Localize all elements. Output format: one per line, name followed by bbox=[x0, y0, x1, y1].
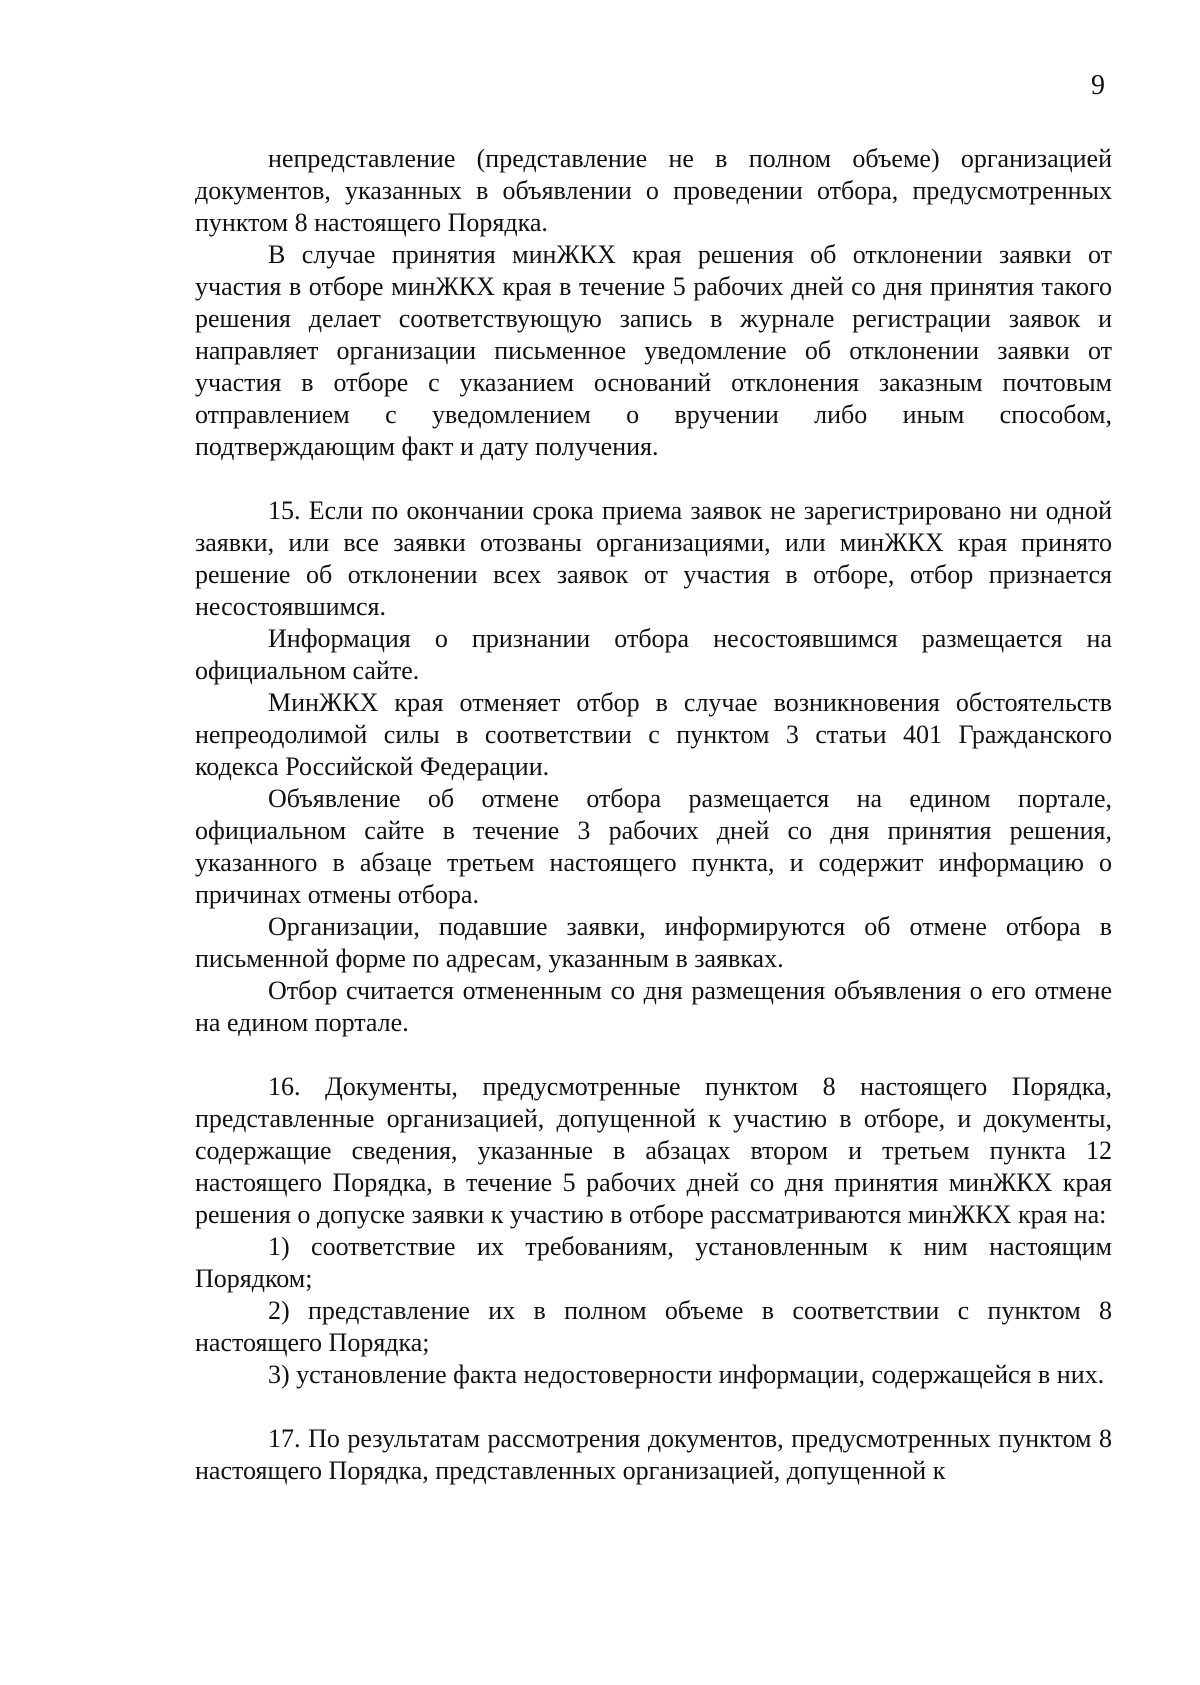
paragraph: 15. Если по окончании срока приема заявок не зарегистрировано ни одной заявки, или все заявки отозваны организациями, или минЖКХ края принято решение об отклонении всех заявок от участия в отборе, отбор признается несостоявшимся. bbox=[195, 496, 1112, 621]
paragraph: Информация о признании отбора несостоявшимся размещается на официальном сайте. bbox=[195, 624, 1112, 685]
paragraph: 17. По результатам рассмотрения документов, предусмотренных пунктом 8 настоящего Порядка, представленных организацией, допущенной к bbox=[195, 1424, 1112, 1485]
paragraph: Организации, подавшие заявки, информируются об отмене отбора в письменной форме по адресам, указанным в заявках. bbox=[195, 912, 1112, 973]
paragraph: Объявление об отмене отбора размещается на едином портале, официальном сайте в течение 3 рабочих дней со дня принятия решения, указанного в абзаце третьем настоящего пункта, и содержит информацию о причинах отмены отбора. bbox=[195, 784, 1112, 909]
paragraph: В случае принятия минЖКХ края решения об отклонении заявки от участия в отборе минЖКХ края в течение 5 рабочих дней со дня принятия такого решения делает соответствующую запись в журнале регистрации заявок и направляет организации письменное уведомление об отклонении заявки от участия в отборе с указанием оснований отклонения заказным почтовым отправлением с уведомлением о вручении либо иным способом, подтверждающим факт и дату получения. bbox=[195, 240, 1112, 461]
paragraph: МинЖКХ края отменяет отбор в случае возникновения обстоятельств непреодолимой силы в соответствии с пунктом 3 статьи 401 Гражданского кодекса Российской Федерации. bbox=[195, 688, 1112, 781]
paragraph: непредставление (представление не в полном объеме) организацией документов, указанных в объявлении о проведении отбора, предусмотренных пунктом 8 настоящего Порядка. bbox=[195, 144, 1112, 237]
list-item: 2) представление их в полном объеме в соответствии с пунктом 8 настоящего Порядка; bbox=[195, 1296, 1112, 1357]
list-item: 3) установление факта недостоверности информации, содержащейся в них. bbox=[268, 1360, 1105, 1389]
paragraph: Отбор считается отмененным со дня размещения объявления о его отмене на едином портале. bbox=[195, 976, 1112, 1037]
list-item: 1) соответствие их требованиям, установленным к ним настоящим Порядком; bbox=[195, 1232, 1112, 1293]
document-body bbox=[195, 143, 1112, 1487]
page-number: 9 bbox=[1091, 70, 1105, 101]
paragraph: 16. Документы, предусмотренные пунктом 8 настоящего Порядка, представленные организацией, допущенной к участию в отборе, и документы, содержащие сведения, указанные в абзацах втором и третьем пункта 12 настоящего Порядка, в течение 5 рабочих дней со дня принятия минЖКХ края решения о допуске заявки к участию в отборе рассматриваются минЖКХ края на: bbox=[195, 1072, 1112, 1229]
